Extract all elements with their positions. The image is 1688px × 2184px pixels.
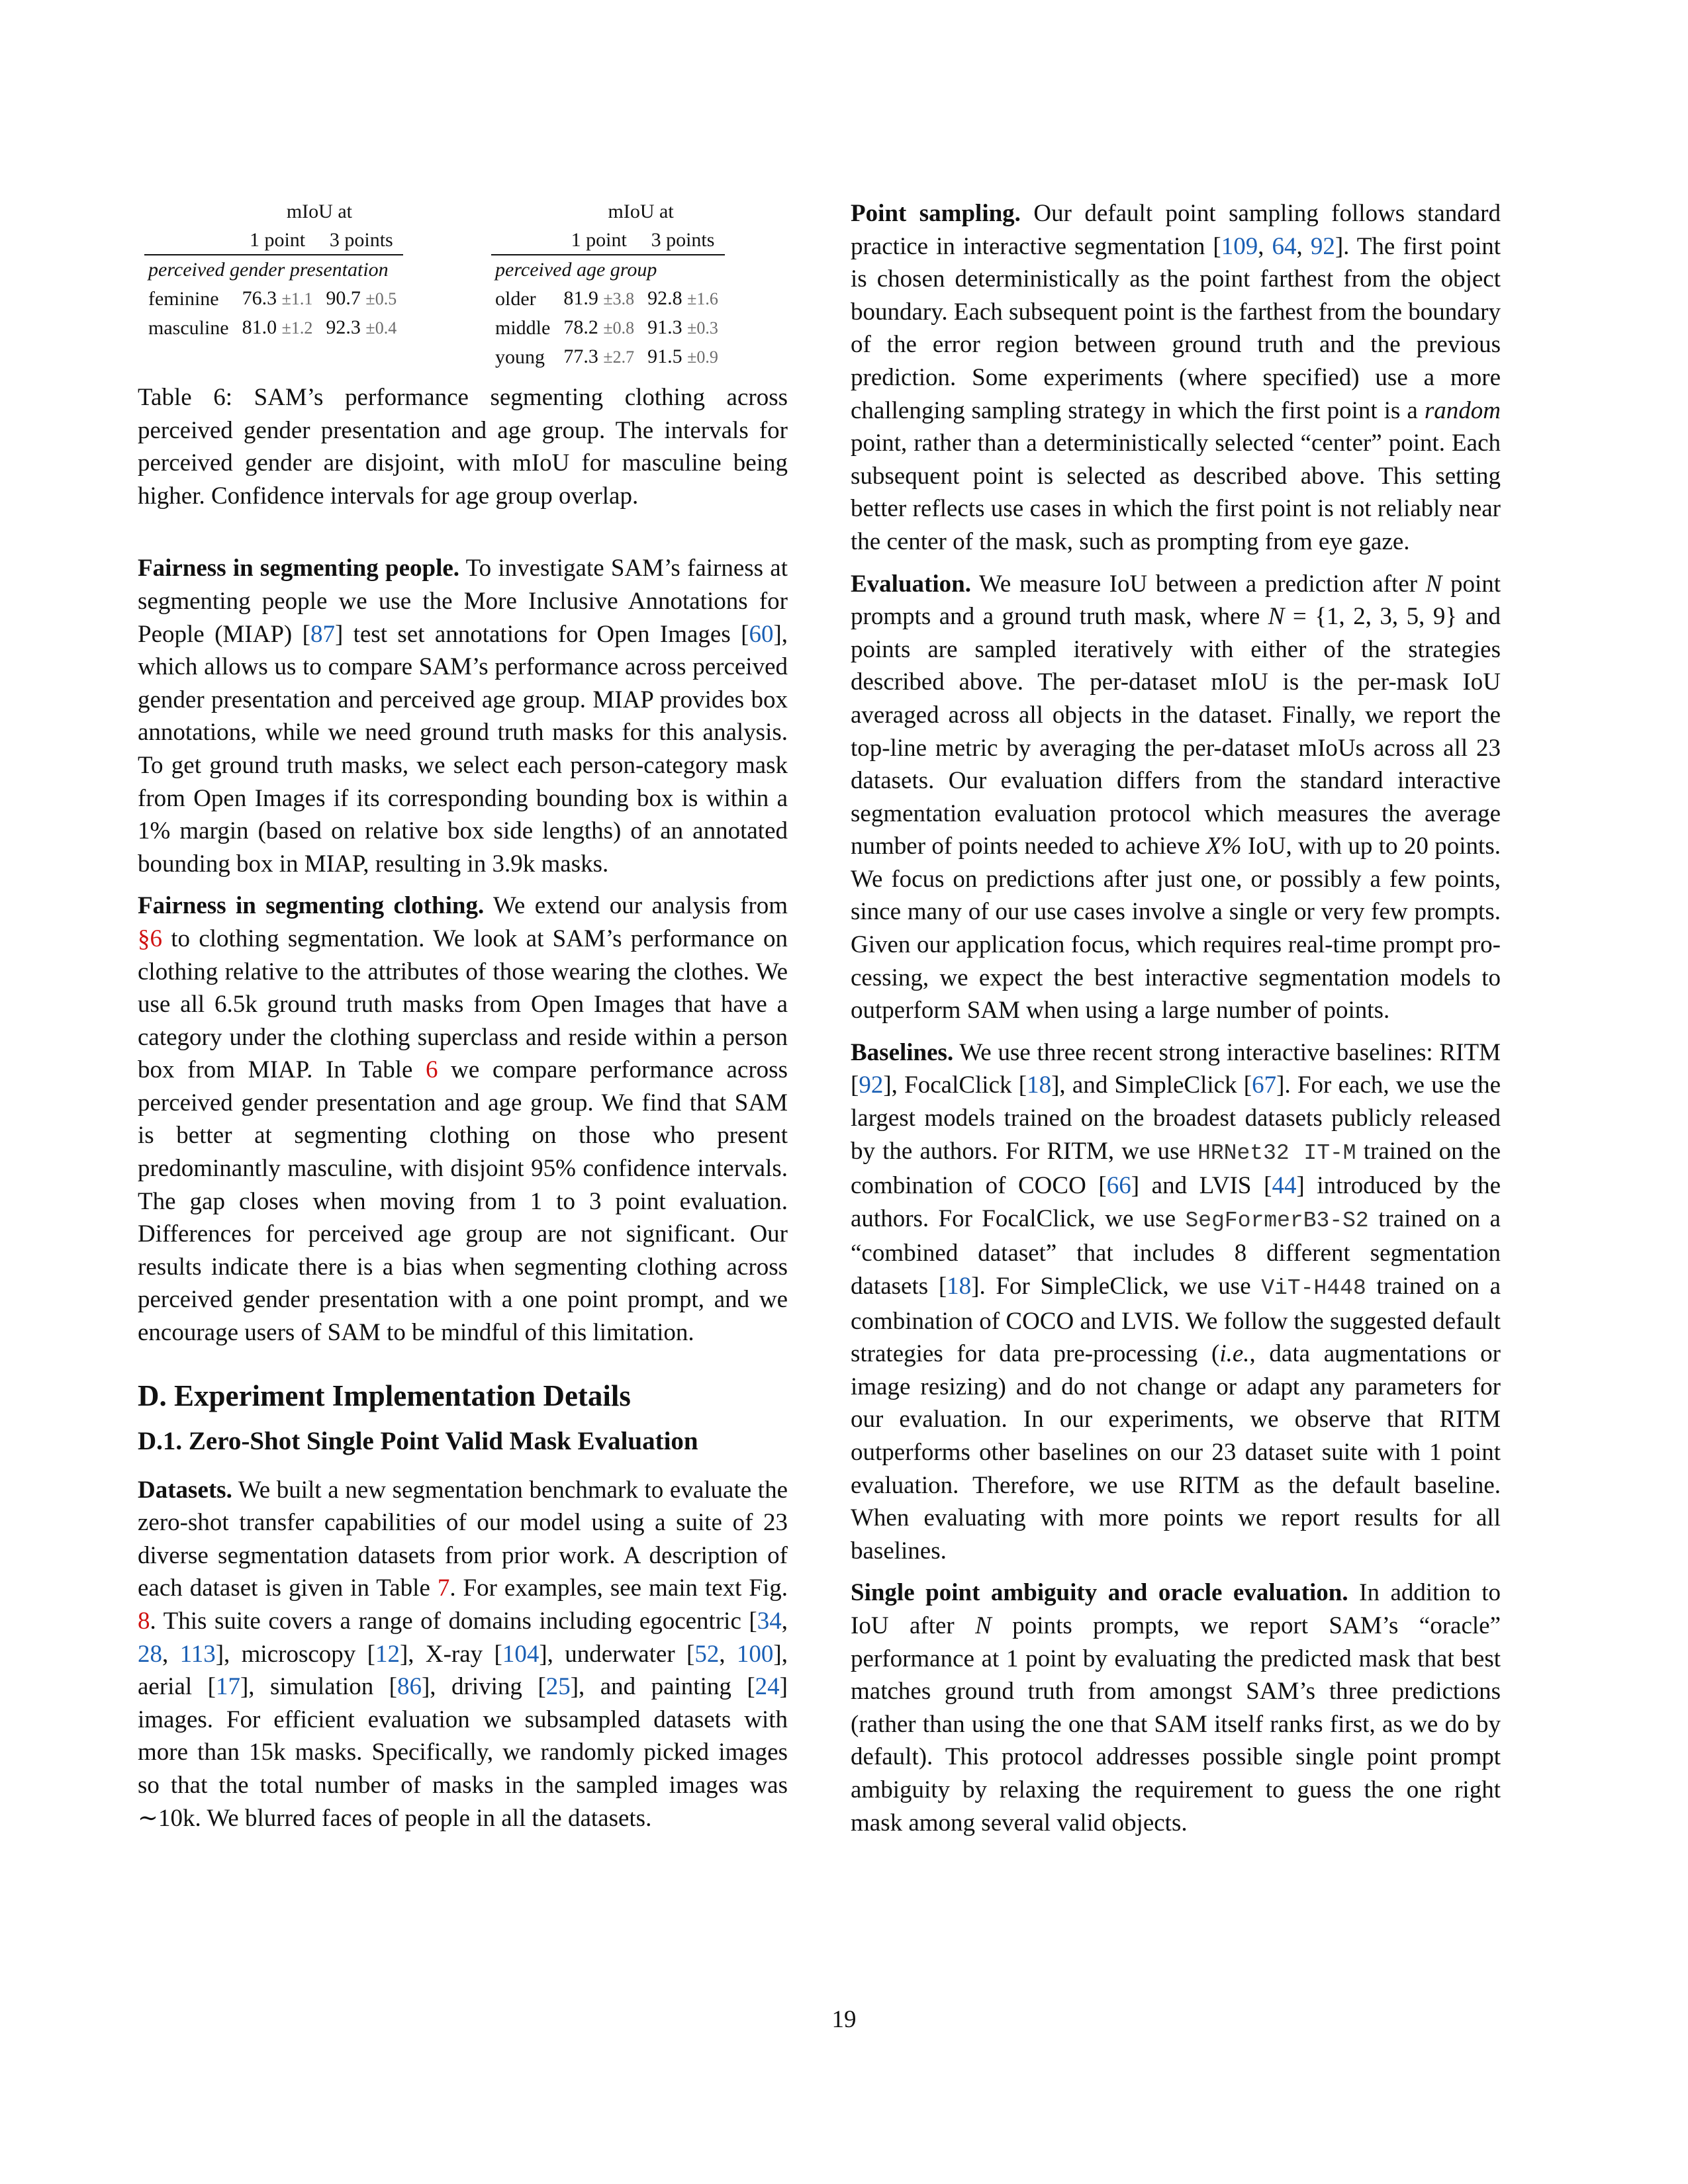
section-label: perceived gender presentation xyxy=(144,255,403,284)
citation-link[interactable]: 104 xyxy=(502,1640,539,1668)
citation-link[interactable]: 25 xyxy=(545,1673,571,1701)
table-row: feminine 76.3 ±1.1 90.7 ±0.5 xyxy=(148,287,397,310)
citation-link[interactable]: 28 xyxy=(138,1640,162,1668)
col-header-3-points: 3 points xyxy=(651,229,715,251)
citation-link[interactable]: 92 xyxy=(1310,232,1335,260)
citation-link[interactable]: 67 xyxy=(1252,1071,1277,1099)
citation-link[interactable]: 18 xyxy=(1027,1071,1052,1099)
gender-table xyxy=(144,197,403,342)
paragraph-datasets: Datasets. We built a new segmentation benchmark to evaluate the zero-shot transfer capabilities of our model using a suite of 23 diverse segmentation datasets from prior work. A description of each dataset is given in Table 7. For examples, see main text Fig. 8. This suite covers a range of domains including egocentric [34, 28, 113], microscopy [12], X-ray [104], underwater [52, 100], aerial [17], simulation [86], driving [25], and painting [24] images. For efficient evaluation we subsampled datasets with more than 15k masks. Specifically, we randomly picked images so that the total number of masks in the sampled images was ∼10k. We blurred faces of people in all the datasets. xyxy=(138,1476,788,1832)
citation-link[interactable]: 17 xyxy=(215,1673,240,1701)
paragraph-point-sampling: Point sampling. Our default point sampling follows standard practice in interactive segmentation [109, 64, 92]. The first point is chosen deterministically as the point farthest from the object boundary. Each subsequent point is the farthest from the boundary of the error region between ground truth and the previous prediction. Some experiments (where specified) use a more challenging sampling strategy in which the first point is a random point, rather than a deterministically selected “center” point. Each subsequent point is selected as described above. This setting better reflects use cases in which the first point is not reliably near the center of the mask, such as prompting from eye gaze. xyxy=(851,200,1501,555)
citation-link[interactable]: 52 xyxy=(694,1640,720,1668)
col-header-3-points: 3 points xyxy=(329,229,393,251)
citation-link[interactable]: 113 xyxy=(179,1640,216,1668)
subsection-heading: D.1. Zero-Shot Single Point Valid Mask Evaluation xyxy=(138,1426,698,1455)
section-link[interactable]: §6 xyxy=(138,925,162,952)
citation-link[interactable]: 87 xyxy=(310,620,335,648)
left-column xyxy=(138,197,788,1835)
citation-link[interactable]: 24 xyxy=(755,1673,780,1701)
table-link[interactable]: 7 xyxy=(437,1574,450,1602)
table-row: young 77.3 ±2.7 91.5 ±0.9 xyxy=(495,345,718,368)
group-header: mIoU at xyxy=(608,201,674,222)
citation-link[interactable]: 100 xyxy=(736,1640,774,1668)
paragraph-evaluation: Evaluation. We measure IoU between a prediction after N point prompts and a ground truth mask, where N = {1, 2, 3, 5, 9} and points are sampled iteratively with either of the strategies described above. The per-dataset mIoU is the per-mask IoU averaged across all objects in the dataset. Finally, we report the top-line metric by averaging the per-dataset mIoUs across all 23 datasets. Our evaluation differs from the standard interactive segmentation evaluation protocol which measures the average number of points needed to achieve X% IoU, with up to 20 points. We focus on predictions after just one, or possibly a few points, since many of our use cases involve a single or very few prompts. Given our application focus, which requires real-time prompt processing, we expect the best interactive segmentation models to outperform SAM when using a large number of points. xyxy=(851,570,1501,1024)
citation-link[interactable]: 12 xyxy=(375,1640,400,1668)
paragraph-fairness-clothing: Fairness in segmenting clothing. We extend our analysis from §6 to clothing segmentation. We look at SAM’s performance on clothing relative to the attributes of those wearing the clothes. We use all 6.5k ground truth masks from Open Images that have a category under the clothing superclass and reside within a person box from MIAP. In Table 6 we compare performance across perceived gender presentation and age group. We find that SAM is better at segmenting clothing on those who present predominantly masculine, with disjoint 95% confidence intervals. The gap closes when moving from 1 to 3 point evaluation. Differences for perceived age group are not significant. Our results indicate there is a bias when segmenting clothing across perceived gender presentation with a one point prompt, and we encourage users of SAM to be mindful of this limitation. xyxy=(138,892,788,1347)
col-header-1-point: 1 point xyxy=(249,229,306,251)
paragraph-oracle: Single point ambiguity and oracle evaluation. In addition to IoU after N points prompts, we report SAM’s “oracle” performance at 1 point by evaluating the predicted mask that best matches ground truth from amongst SAM’s three predictions (rather than using the one that SAM itself ranks first, as we do by default). This protocol addresses possible single point prompt ambiguity by relaxing the requirement to guess the one right mask among several valid objects. xyxy=(851,1579,1501,1837)
paragraph-fairness-people: Fairness in segmenting people. To investigate SAM’s fairness at segmenting people we use the More Inclusive Annotations for People (MIAP) [87] test set annotations for Open Images [60], which allows us to compare SAM’s performance across perceived gender presentation and perceived age group. MIAP provides box annotations, while we need ground truth masks for this analysis. To get ground truth masks, we select each person-category mask from Open Images if its corresponding bounding box is within a 1% margin (based on relative box side lengths) of an annotated bounding box in MIAP, resulting in 3.9k masks. xyxy=(138,555,788,878)
citation-link[interactable]: 18 xyxy=(947,1273,972,1300)
table-row: masculine 81.0 ±1.2 92.3 ±0.4 xyxy=(148,316,397,339)
right-column xyxy=(851,197,1501,1839)
citation-link[interactable]: 64 xyxy=(1272,232,1297,260)
citation-link[interactable]: 86 xyxy=(397,1673,422,1701)
section-label: perceived age group xyxy=(491,255,725,284)
table-row: older 81.9 ±3.8 92.8 ±1.6 xyxy=(495,287,718,310)
table-caption: Table 6: SAM’s performance segmenting clothing across perceived gender presentation and age group. The intervals for perceived gender are disjoint, with mIoU for masculine being higher. Confidence intervals for age group overlap. xyxy=(138,384,788,510)
figure-link[interactable]: 8 xyxy=(138,1608,150,1635)
citation-link[interactable]: 60 xyxy=(749,620,774,648)
age-table xyxy=(491,197,725,371)
citation-link[interactable]: 44 xyxy=(1272,1172,1297,1200)
table-link[interactable]: 6 xyxy=(426,1056,438,1084)
citation-link[interactable]: 34 xyxy=(757,1608,782,1635)
citation-link[interactable]: 66 xyxy=(1106,1172,1131,1200)
section-heading: D. Experiment Implementation Details xyxy=(138,1379,631,1412)
col-header-1-point: 1 point xyxy=(571,229,627,251)
citation-link[interactable]: 92 xyxy=(859,1071,884,1099)
table-6 xyxy=(138,197,788,381)
table-row: middle 78.2 ±0.8 91.3 ±0.3 xyxy=(495,316,718,339)
group-header: mIoU at xyxy=(286,201,352,222)
paragraph-baselines: Baselines. We use three recent strong interactive baselines: RITM [92], FocalClick [18], and SimpleClick [67]. For each, we use the largest models trained on the broadest datasets publicly released by the authors. For RITM, we use HRNet32 IT-M trained on the combination of COCO [66] and LVIS [44] introduced by the authors. For FocalClick, we use SegFormerB3-S2 trained on a “combined dataset” that includes 8 different segmentation datasets [18]. For SimpleClick, we use ViT-H448 trained on a combination of COCO and LVIS. We follow the suggested default strategies for data pre-processing (i.e., data augmentations or image resizing) and do not change or adapt any parameters for our evaluation. In our experiments, we observe that RITM outperforms other baselines on our 23 dataset suite with 1 point evaluation. Therefore, we use RITM as the default baseline. When evaluating with more points we report results for all baselines. xyxy=(851,1038,1501,1565)
page-number: 19 xyxy=(831,2006,857,2033)
citation-link[interactable]: 109 xyxy=(1221,232,1258,260)
